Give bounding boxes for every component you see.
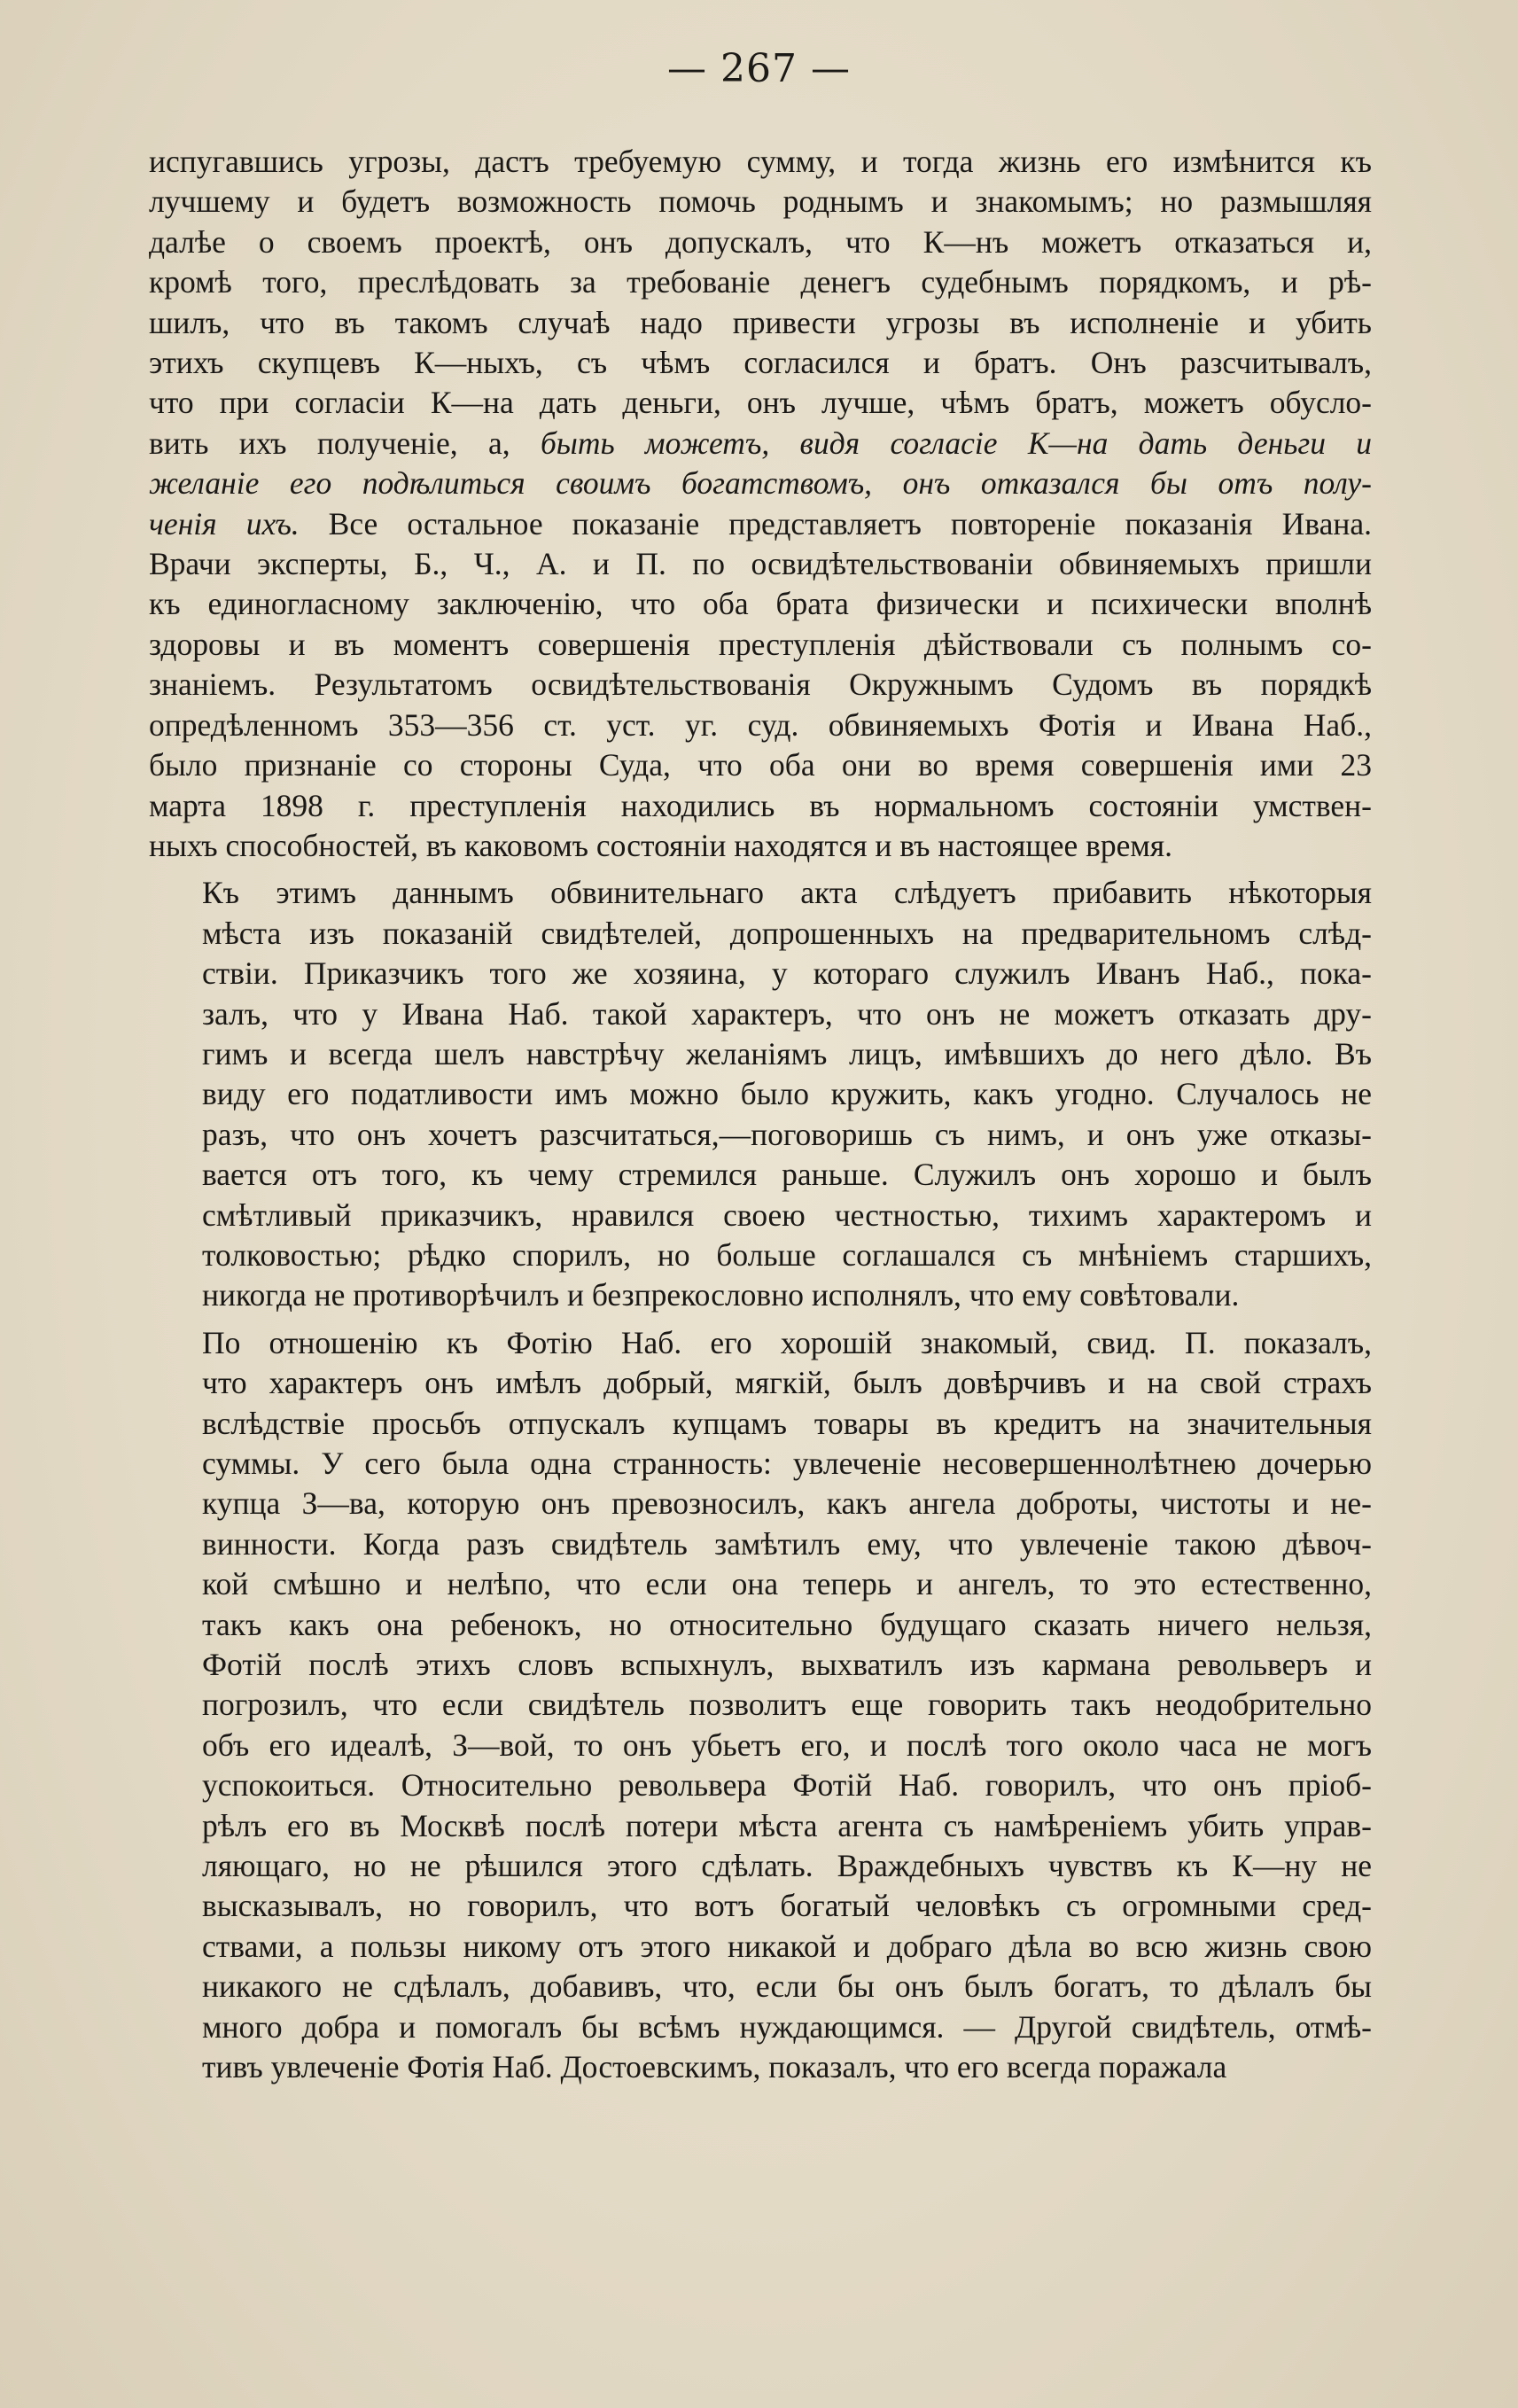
text-line: никогда не противорѣчилъ и безпрекословно исполнялъ, что ему совѣтовали. xyxy=(202,1277,1240,1313)
text-line: погрозилъ, что если свидѣтель позволитъ еще говорить такъ неодобрительно xyxy=(202,1687,1372,1723)
text-line: кой смѣшно и нелѣпо, что если она теперь и ангелъ, то это естественно, xyxy=(202,1566,1372,1602)
text-line: разъ, что онъ хочетъ разсчитаться,—поговоришь съ нимъ, и онъ уже отказы- xyxy=(202,1116,1372,1152)
text-line: купца З—ва, которую онъ превозносилъ, какъ ангела доброты, чистоты и не- xyxy=(202,1485,1372,1522)
text-line: далѣе о своемъ проектѣ, онъ допускалъ, что К—нъ можетъ отказаться и, xyxy=(149,223,1372,260)
text-line: кромѣ того, преслѣдовать за требованіе денегъ судебнымъ порядкомъ, и рѣ- xyxy=(149,264,1372,300)
text-line: опредѣленномъ 353—356 ст. уст. уг. суд. обвиняемыхъ Фотія и Ивана Наб., xyxy=(149,706,1372,743)
text-line: марта 1898 г. преступленія находились въ нормальномъ состояніи умствен- xyxy=(149,787,1372,823)
text-line: суммы. У сего была одна странность: увлеченіе несовершеннолѣтнею дочерью xyxy=(202,1446,1372,1481)
text-line: много добра и помогалъ бы всѣмъ нуждающимся. — Другой свидѣтель, отмѣ- xyxy=(202,2008,1372,2045)
paragraph-2 xyxy=(149,873,1372,1315)
text-line: объ его идеалѣ, З—вой, то онъ убьетъ его, и послѣ того около часа не могъ xyxy=(202,1726,1372,1763)
text-line: По отношенію къ Фотію Наб. его хорошій знакомый, свид. П. показалъ, xyxy=(202,1324,1372,1360)
text-line: ныхъ способностей, въ каковомъ состояніи находятся и въ настоящее время. xyxy=(149,827,1173,863)
text-line: Къ этимъ даннымъ обвинительнаго акта слѣдуетъ прибавить нѣкоторыя xyxy=(202,875,1372,911)
text-line: ствами, а пользы никому отъ этого никакой и добраго дѣла во всю жизнь свою xyxy=(202,1928,1372,1964)
text-line: испугавшись угрозы, дастъ требуемую сумму, и тогда жизнь его измѣнится къ xyxy=(149,144,1372,179)
text-line: этихъ скупцевъ К—ныхъ, съ чѣмъ согласился и братъ. Онъ разсчитывалъ, xyxy=(149,345,1372,381)
paragraph-3 xyxy=(149,1323,1372,2088)
body-text xyxy=(149,142,1372,2088)
text-line: смѣтливый приказчикъ, нравился своею честностью, тихимъ характеромъ и xyxy=(202,1196,1372,1233)
text-line: лучшему и будетъ возможность помочь роднымъ и знакомымъ; но размышляя xyxy=(149,183,1372,220)
page-number: — 267 — xyxy=(667,46,851,91)
text-line: шилъ, что въ такомъ случаѣ надо привести угрозы въ исполненіе и убить xyxy=(149,304,1372,340)
paragraph-1 xyxy=(149,142,1372,866)
text-line: такъ какъ она ребенокъ, но относительно будущаго сказать ничего нельзя, xyxy=(202,1606,1372,1642)
text-line: вслѣдствіе просьбъ отпускалъ купцамъ товары въ кредитъ на значительныя xyxy=(202,1405,1372,1441)
text-line: успокоиться. Относительно револьвера Фотій Наб. говорилъ, что онъ пріоб- xyxy=(202,1767,1372,1804)
text-line: рѣлъ его въ Москвѣ послѣ потери мѣста агента съ намѣреніемъ убить управ- xyxy=(202,1807,1372,1843)
text-line: виду его податливости имъ можно было кружить, какъ угодно. Случалось не xyxy=(202,1076,1372,1112)
text-line: мѣста изъ показаній свидѣтелей, допрошенныхъ на предварительномъ слѣд- xyxy=(202,915,1372,951)
text-line: было признаніе со стороны Суда, что оба они во время совершенія ими 23 xyxy=(149,747,1372,783)
text-line: къ единогласному заключенію, что оба брата физически и психически вполнѣ xyxy=(149,586,1372,622)
text-line: тивъ увлеченіе Фотія Наб. Достоевскимъ, показалъ, что его всегда поражала xyxy=(202,2049,1227,2085)
text-line: знаніемъ. Результатомъ освидѣтельствованія Окружнымъ Судомъ въ порядкѣ xyxy=(149,666,1372,703)
text-line: вить ихъ полученіе, а, быть можетъ, видя согласіе К—на дать деньги и xyxy=(149,425,1373,461)
text-line: гимъ и всегда шелъ навстрѣчу желаніямъ лицъ, имѣвшихъ до него дѣло. Въ xyxy=(202,1035,1372,1072)
text-line: здоровы и въ моментъ совершенія преступленія дѣйствовали съ полнымъ со- xyxy=(149,626,1372,662)
text-line: желаніе его подѣлиться своимъ богатствомъ, онъ отказался бы отъ полу- xyxy=(149,465,1372,502)
text-line: никакого не сдѣлалъ, добавивъ, что, если бы онъ былъ богатъ, то дѣлалъ бы xyxy=(202,1968,1372,2005)
text-line: ствіи. Приказчикъ того же хозяина, у котораго служилъ Иванъ Наб., пока- xyxy=(202,955,1372,992)
text-line: толковостью; рѣдко спорилъ, но больше соглашался съ мнѣніемъ старшихъ, xyxy=(202,1236,1372,1273)
text-line: Фотій послѣ этихъ словъ вспыхнулъ, выхватилъ изъ кармана револьверъ и xyxy=(202,1647,1372,1683)
text-line: залъ, что у Ивана Наб. такой характеръ, что онъ не можетъ отказать дру- xyxy=(202,995,1372,1032)
text-line: вается отъ того, къ чему стремился раньше. Служилъ онъ хорошо и былъ xyxy=(202,1157,1372,1193)
text-line: что при согласіи К—на дать деньги, онъ лучше, чѣмъ братъ, можетъ обусло- xyxy=(149,385,1372,421)
text-line: что характеръ онъ имѣлъ добрый, мягкій, былъ довѣрчивъ и на свой страхъ xyxy=(202,1365,1372,1401)
text-line: Врачи эксперты, Б., Ч., А. и П. по освидѣтельствованіи обвиняемыхъ пришли xyxy=(149,546,1372,582)
text-line: ченія ихъ. Все остальное показаніе представляетъ повтореніе показанія Ивана. xyxy=(149,505,1372,542)
text-line: ляющаго, но не рѣшился этого сдѣлать. Враждебныхъ чувствъ къ К—ну не xyxy=(202,1848,1372,1884)
text-line: винности. Когда разъ свидѣтель замѣтилъ ему, что увлеченіе такою дѣвоч- xyxy=(202,1525,1372,1562)
text-line: высказывалъ, но говорилъ, что вотъ богатый человѣкъ съ огромными сред- xyxy=(202,1888,1372,1924)
